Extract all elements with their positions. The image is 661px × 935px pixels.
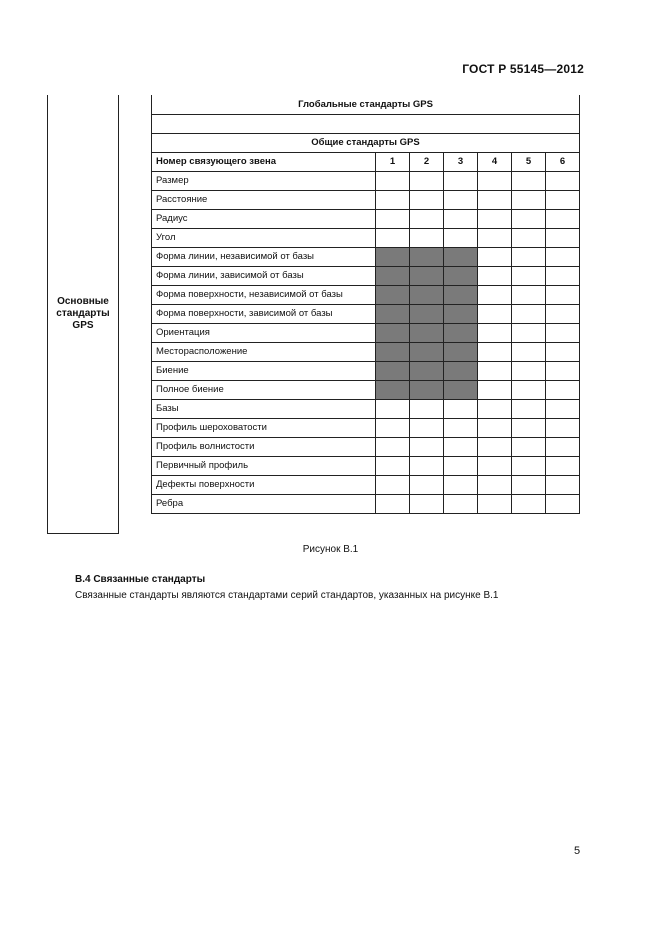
matrix-cell — [478, 304, 512, 323]
shaded-cell — [376, 247, 410, 266]
row-label: Профиль шероховатости — [152, 418, 376, 437]
matrix-cell — [478, 456, 512, 475]
table-row — [152, 266, 580, 285]
section-body: Связанные стандарты являются стандартами серий стандартов, указанных на рисунке В.1 — [75, 590, 499, 601]
row-label: Ориентация — [152, 323, 376, 342]
matrix-cell — [478, 380, 512, 399]
matrix-cell — [512, 190, 546, 209]
table-row — [152, 190, 580, 209]
shaded-cell — [376, 266, 410, 285]
table-row — [152, 380, 580, 399]
row-label: Дефекты поверхности — [152, 475, 376, 494]
table-row — [152, 342, 580, 361]
table-row — [152, 171, 580, 190]
column-header-row — [152, 152, 580, 171]
row-label: Форма поверхности, независимой от базы — [152, 285, 376, 304]
table-row — [152, 228, 580, 247]
table-row — [152, 399, 580, 418]
row-label: Расстояние — [152, 190, 376, 209]
table-row — [152, 361, 580, 380]
matrix-cell — [444, 399, 478, 418]
row-label: Форма линии, независимой от базы — [152, 247, 376, 266]
matrix-cell — [546, 456, 580, 475]
row-label: Угол — [152, 228, 376, 247]
matrix-cell — [376, 418, 410, 437]
matrix-cell — [444, 418, 478, 437]
row-label: Первичный профиль — [152, 456, 376, 475]
column-header-3: 3 — [444, 152, 478, 171]
matrix-cell — [546, 190, 580, 209]
matrix-cell — [478, 475, 512, 494]
row-label: Профиль волнистости — [152, 437, 376, 456]
matrix-cell — [546, 475, 580, 494]
matrix-cell — [546, 266, 580, 285]
matrix-cell — [512, 418, 546, 437]
matrix-cell — [410, 475, 444, 494]
row-label: Радиус — [152, 209, 376, 228]
spacer-cell — [152, 114, 580, 133]
row-label: Форма поверхности, зависимой от базы — [152, 304, 376, 323]
matrix-cell — [478, 399, 512, 418]
matrix-cell — [444, 228, 478, 247]
matrix-cell — [376, 190, 410, 209]
matrix-cell — [512, 228, 546, 247]
matrix-cell — [376, 228, 410, 247]
matrix-cell — [512, 437, 546, 456]
column-header-4: 4 — [478, 152, 512, 171]
matrix-cell — [478, 494, 512, 513]
shaded-cell — [376, 285, 410, 304]
matrix-cell — [444, 475, 478, 494]
matrix-cell — [410, 209, 444, 228]
matrix-cell — [512, 380, 546, 399]
table-row — [152, 456, 580, 475]
figure-caption: Рисунок В.1 — [302, 544, 359, 555]
shaded-cell — [410, 304, 444, 323]
table-row — [152, 209, 580, 228]
matrix-cell — [546, 171, 580, 190]
matrix-cell — [444, 437, 478, 456]
matrix-cell — [546, 399, 580, 418]
table-row — [152, 304, 580, 323]
matrix-cell — [444, 171, 478, 190]
matrix-cell — [410, 494, 444, 513]
matrix-cell — [410, 437, 444, 456]
global-title-row — [152, 95, 580, 114]
row-label: Форма линии, зависимой от базы — [152, 266, 376, 285]
matrix-cell — [546, 380, 580, 399]
section-title: В.4 Связанные стандарты — [75, 574, 206, 585]
matrix-cell — [376, 399, 410, 418]
shaded-cell — [410, 380, 444, 399]
matrix-cell — [410, 418, 444, 437]
matrix-cell — [478, 247, 512, 266]
row-label: Размер — [152, 171, 376, 190]
shaded-cell — [444, 304, 478, 323]
matrix-cell — [546, 342, 580, 361]
side-label: Основные стандарты GPS — [56, 296, 110, 331]
shaded-cell — [376, 304, 410, 323]
column-header-5: 5 — [512, 152, 546, 171]
column-header-label: Номер связующего звена — [152, 152, 376, 171]
column-header-1: 1 — [376, 152, 410, 171]
matrix-cell — [512, 171, 546, 190]
matrix-cell — [478, 437, 512, 456]
table-row — [152, 494, 580, 513]
matrix-cell — [478, 342, 512, 361]
table-row — [152, 285, 580, 304]
general-title-row — [152, 133, 580, 152]
matrix-cell — [512, 285, 546, 304]
matrix-cell — [376, 494, 410, 513]
matrix-cell — [444, 494, 478, 513]
row-label: Ребра — [152, 494, 376, 513]
matrix-cell — [376, 475, 410, 494]
shaded-cell — [444, 285, 478, 304]
matrix-cell — [512, 456, 546, 475]
matrix-cell — [478, 323, 512, 342]
matrix-cell — [512, 266, 546, 285]
matrix-cell — [546, 247, 580, 266]
matrix-cell — [512, 399, 546, 418]
shaded-cell — [410, 285, 444, 304]
table-row — [152, 247, 580, 266]
matrix-cell — [410, 399, 444, 418]
spacer-row — [152, 114, 580, 133]
shaded-cell — [444, 323, 478, 342]
matrix-cell — [376, 456, 410, 475]
gps-matrix-table — [151, 95, 580, 514]
shaded-cell — [376, 323, 410, 342]
shaded-cell — [410, 361, 444, 380]
matrix-cell — [376, 209, 410, 228]
column-header-6: 6 — [546, 152, 580, 171]
shaded-cell — [444, 380, 478, 399]
shaded-cell — [444, 361, 478, 380]
matrix-cell — [546, 228, 580, 247]
matrix-cell — [478, 418, 512, 437]
column-header-2: 2 — [410, 152, 444, 171]
shaded-cell — [376, 342, 410, 361]
matrix-cell — [478, 228, 512, 247]
matrix-cell — [410, 190, 444, 209]
matrix-cell — [410, 456, 444, 475]
shaded-cell — [376, 380, 410, 399]
shaded-cell — [376, 361, 410, 380]
matrix-cell — [444, 190, 478, 209]
matrix-cell — [546, 361, 580, 380]
matrix-cell — [376, 437, 410, 456]
matrix-cell — [512, 475, 546, 494]
side-label-box — [47, 95, 119, 534]
matrix-cell — [512, 209, 546, 228]
shaded-cell — [444, 342, 478, 361]
table-row — [152, 418, 580, 437]
row-label: Месторасположение — [152, 342, 376, 361]
shaded-cell — [410, 323, 444, 342]
shaded-cell — [444, 266, 478, 285]
matrix-cell — [512, 342, 546, 361]
shaded-cell — [410, 342, 444, 361]
matrix-cell — [410, 228, 444, 247]
matrix-cell — [410, 171, 444, 190]
row-label: Биение — [152, 361, 376, 380]
matrix-cell — [478, 285, 512, 304]
matrix-cell — [546, 285, 580, 304]
matrix-cell — [512, 304, 546, 323]
matrix-cell — [546, 209, 580, 228]
matrix-cell — [512, 323, 546, 342]
matrix-cell — [512, 494, 546, 513]
shaded-cell — [410, 266, 444, 285]
page-number: 5 — [574, 845, 581, 857]
document-code: ГОСТ Р 55145—2012 — [462, 62, 584, 76]
matrix-cell — [546, 418, 580, 437]
matrix-cell — [478, 190, 512, 209]
matrix-cell — [546, 304, 580, 323]
matrix-cell — [478, 361, 512, 380]
table-row — [152, 437, 580, 456]
matrix-cell — [444, 456, 478, 475]
matrix-cell — [546, 437, 580, 456]
matrix-cell — [376, 171, 410, 190]
table-row — [152, 323, 580, 342]
table-row — [152, 475, 580, 494]
matrix-cell — [478, 266, 512, 285]
matrix-cell — [512, 247, 546, 266]
matrix-cell — [478, 171, 512, 190]
matrix-cell — [546, 494, 580, 513]
row-label: Базы — [152, 399, 376, 418]
shaded-cell — [410, 247, 444, 266]
global-standards-title: Глобальные стандарты GPS — [152, 95, 580, 114]
shaded-cell — [444, 247, 478, 266]
matrix-cell — [444, 209, 478, 228]
matrix-cell — [512, 361, 546, 380]
matrix-cell — [478, 209, 512, 228]
matrix-cell — [546, 323, 580, 342]
general-standards-title: Общие стандарты GPS — [152, 133, 580, 152]
row-label: Полное биение — [152, 380, 376, 399]
